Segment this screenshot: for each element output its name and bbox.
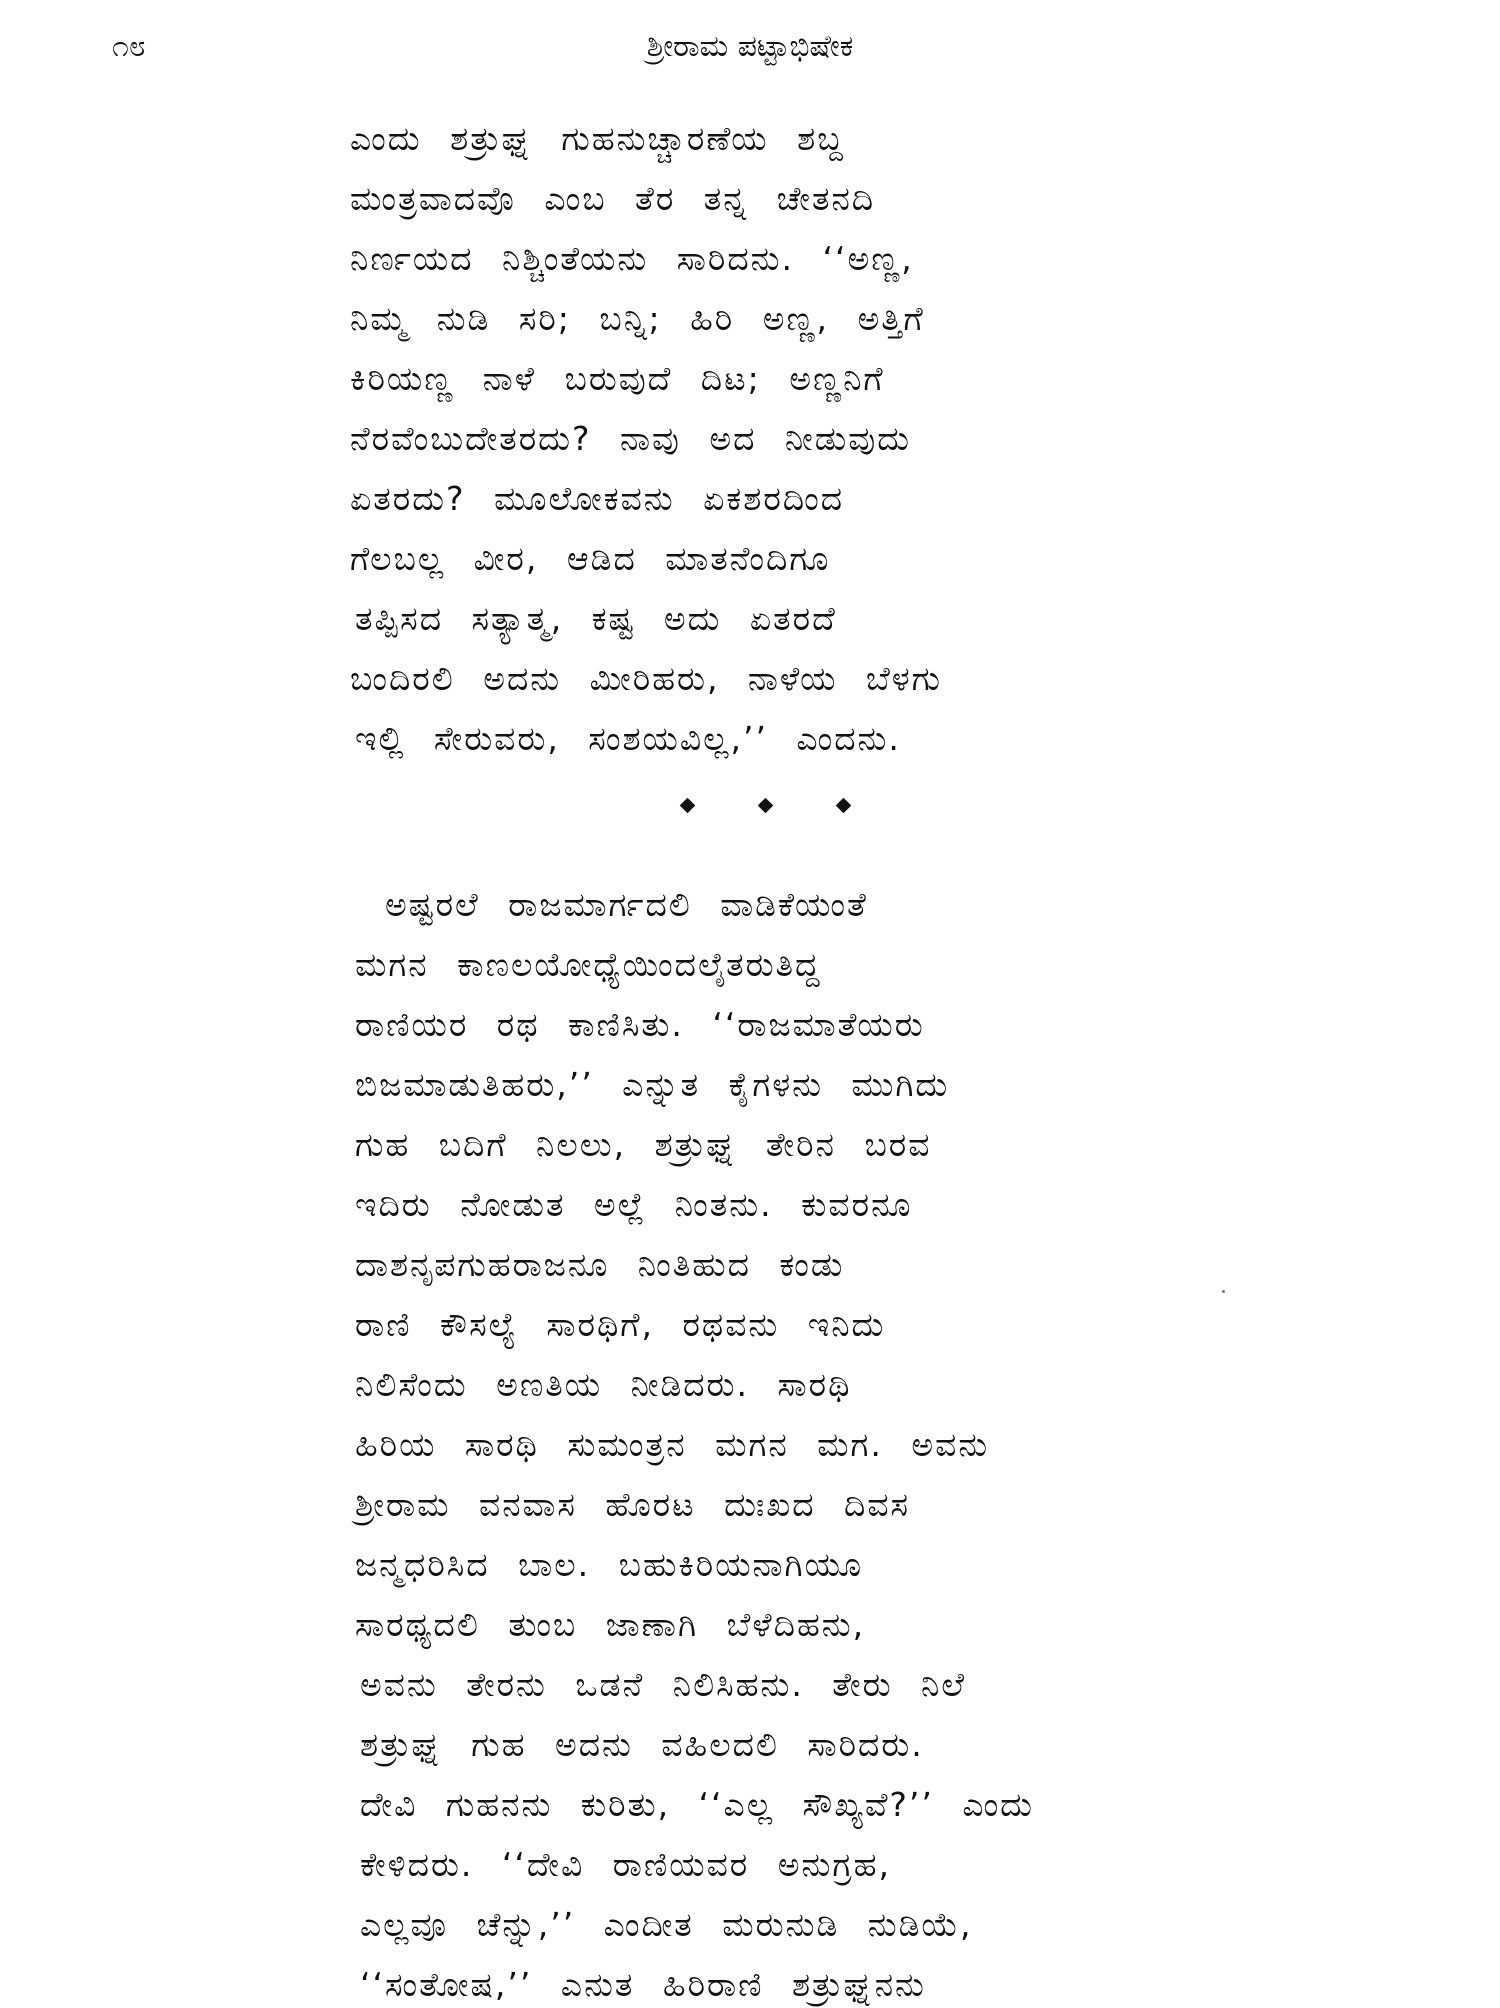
verse-line: ಬಿಜಮಾಡುತಿಹರು,’’ ಎನ್ನುತ ಕೈಗಳನು ಮುಗಿದು (355, 1065, 950, 1104)
scan-speck (1222, 1290, 1225, 1293)
verse-line: ಇಲ್ಲಿ ಸೇರುವರು, ಸಂಶಯವಿಲ್ಲ,’’ ಎಂದನು. (355, 719, 901, 758)
verse-line: ಮಂತ್ರವಾದವೊ ಎಂಬ ತೆರ ತನ್ನ ಚೇತನದಿ (350, 179, 876, 218)
verse-line: ಬಂದಿರಲಿ ಅದನು ಮೀರಿಹರು, ನಾಳೆಯ ಬೆಳಗು (350, 659, 943, 698)
verse-line: ಕಿರಿಯಣ್ಣ ನಾಳೆ ಬರುವುದೆ ದಿಟ; ಅಣ್ಣನಿಗೆ (350, 359, 885, 398)
verse-line: ದೇವಿ ಗುಹನನು ಕುರಿತು, ‘‘ಎಲ್ಲ ಸೌಖ್ಯವೆ?’’ ಎಂದು (360, 1785, 1034, 1824)
verse-line: ಎಲ್ಲವೂ ಚೆನ್ನು,’’ ಎಂದೀತ ಮರುನುಡಿ ನುಡಿಯೆ, (360, 1905, 973, 1944)
verse-line: ನಿರ್ಣಯದ ನಿಶ್ಚಿಂತೆಯನು ಸಾರಿದನು. ‘‘ಅಣ್ಣ, (350, 239, 914, 278)
verse-line: ನಿಮ್ಮ ನುಡಿ ಸರಿ; ಬನ್ನಿ; ಹಿರಿ ಅಣ್ಣ, ಅತ್ತಿಗೆ (350, 299, 925, 338)
verse-line: ಹಿರಿಯ ಸಾರಥಿ ಸುಮಂತ್ರನ ಮಗನ ಮಗ. ಅವನು (355, 1425, 990, 1464)
diamond-icon (758, 798, 774, 814)
verse-line: ತಪ್ಪಿಸದ ಸತ್ಯಾತ್ಮ, ಕಷ್ಟ ಅದು ಏತರದೆ (355, 599, 837, 638)
page-header (0, 22, 1500, 72)
verse-line: ಗೆಲಬಲ್ಲ ವೀರ, ಆಡಿದ ಮಾತನೆಂದಿಗೂ (350, 539, 831, 578)
verse-line: ಅವನು ತೇರನು ಒಡನೆ ನಿಲಿಸಿಹನು. ತೇರು ನಿಲೆ (360, 1665, 967, 1704)
verse-line: ಗುಹ ಬದಿಗೆ ನಿಲಲು, ಶತ್ರುಘ್ನ ತೇರಿನ ಬರವ (355, 1125, 932, 1164)
verse-line: ಕೇಳಿದರು. ‘‘ದೇವಿ ರಾಣಿಯವರ ಅನುಗ್ರಹ, (360, 1845, 891, 1884)
verse-line: ಜನ್ಮಧರಿಸಿದ ಬಾಲ. ಬಹುಕಿರಿಯನಾಗಿಯೂ (355, 1545, 863, 1584)
running-head-title: ಶ್ರೀರಾಮ ಪಟ್ಟಾಭಿಷೇಕ (646, 29, 854, 64)
verse-line: ಮಗನ ಕಾಣಲಯೋಧ್ಯೆಯಿಂದಲೈತರುತಿದ್ದ (355, 945, 822, 984)
verse-line: ರಾಣಿಯರ ರಥ ಕಾಣಿಸಿತು. ‘‘ರಾಜಮಾತೆಯರು (355, 1005, 925, 1044)
verse-line: ‘‘ಸಂತೋಷ,’’ ಎನುತ ಹಿರಿರಾಣಿ ಶತ್ರುಘ್ನನನು (360, 1965, 926, 2004)
verse-line: ಸಾರಥ್ಯದಲಿ ತುಂಬ ಜಾಣಾಗಿ ಬೆಳೆದಿಹನು, (355, 1605, 866, 1644)
verse-line: ಇದಿರು ನೋಡುತ ಅಲ್ಲೆ ನಿಂತನು. ಕುವರನೂ (355, 1185, 913, 1224)
verse-line: ಎಂದು ಶತ್ರುಘ್ನ ಗುಹನುಚ್ಚಾರಣೆಯ ಶಬ್ದ (350, 119, 845, 158)
verse-line: ನೆರವೆಂಬುದೇತರದು? ನಾವು ಅದ ನೀಡುವುದು (350, 419, 912, 458)
verse-line: ಅಷ್ಟರಲೆ ರಾಜಮಾರ್ಗದಲಿ ವಾಡಿಕೆಯಂತೆ (385, 885, 868, 924)
verse-line: ದಾಶನೃಪಗುಹರಾಜನೂ ನಿಂತಿಹುದ ಕಂಡು (355, 1245, 845, 1284)
page-number: ೧೮ (112, 29, 146, 64)
diamond-icon (680, 798, 696, 814)
verse-line: ರಾಣಿ ಕೌಸಲ್ಯೆ ಸಾರಥಿಗೆ, ರಥವನು ಇನಿದು (355, 1305, 886, 1344)
verse-line: ಶತ್ರುಘ್ನ ಗುಹ ಅದನು ವಹಿಲದಲಿ ಸಾರಿದರು. (360, 1725, 924, 1764)
verse-line: ಶ್ರೀರಾಮ ವನವಾಸ ಹೊರಟ ದುಃಖದ ದಿವಸ (355, 1485, 911, 1524)
verse-line: ನಿಲಿಸೆಂದು ಅಣತಿಯ ನೀಡಿದರು. ಸಾರಥಿ (355, 1365, 852, 1404)
diamond-icon (836, 798, 852, 814)
section-separator (0, 790, 1500, 830)
verse-line: ಏತರದು? ಮೂಲೋಕವನು ಏಕಶರದಿಂದ (350, 479, 845, 518)
